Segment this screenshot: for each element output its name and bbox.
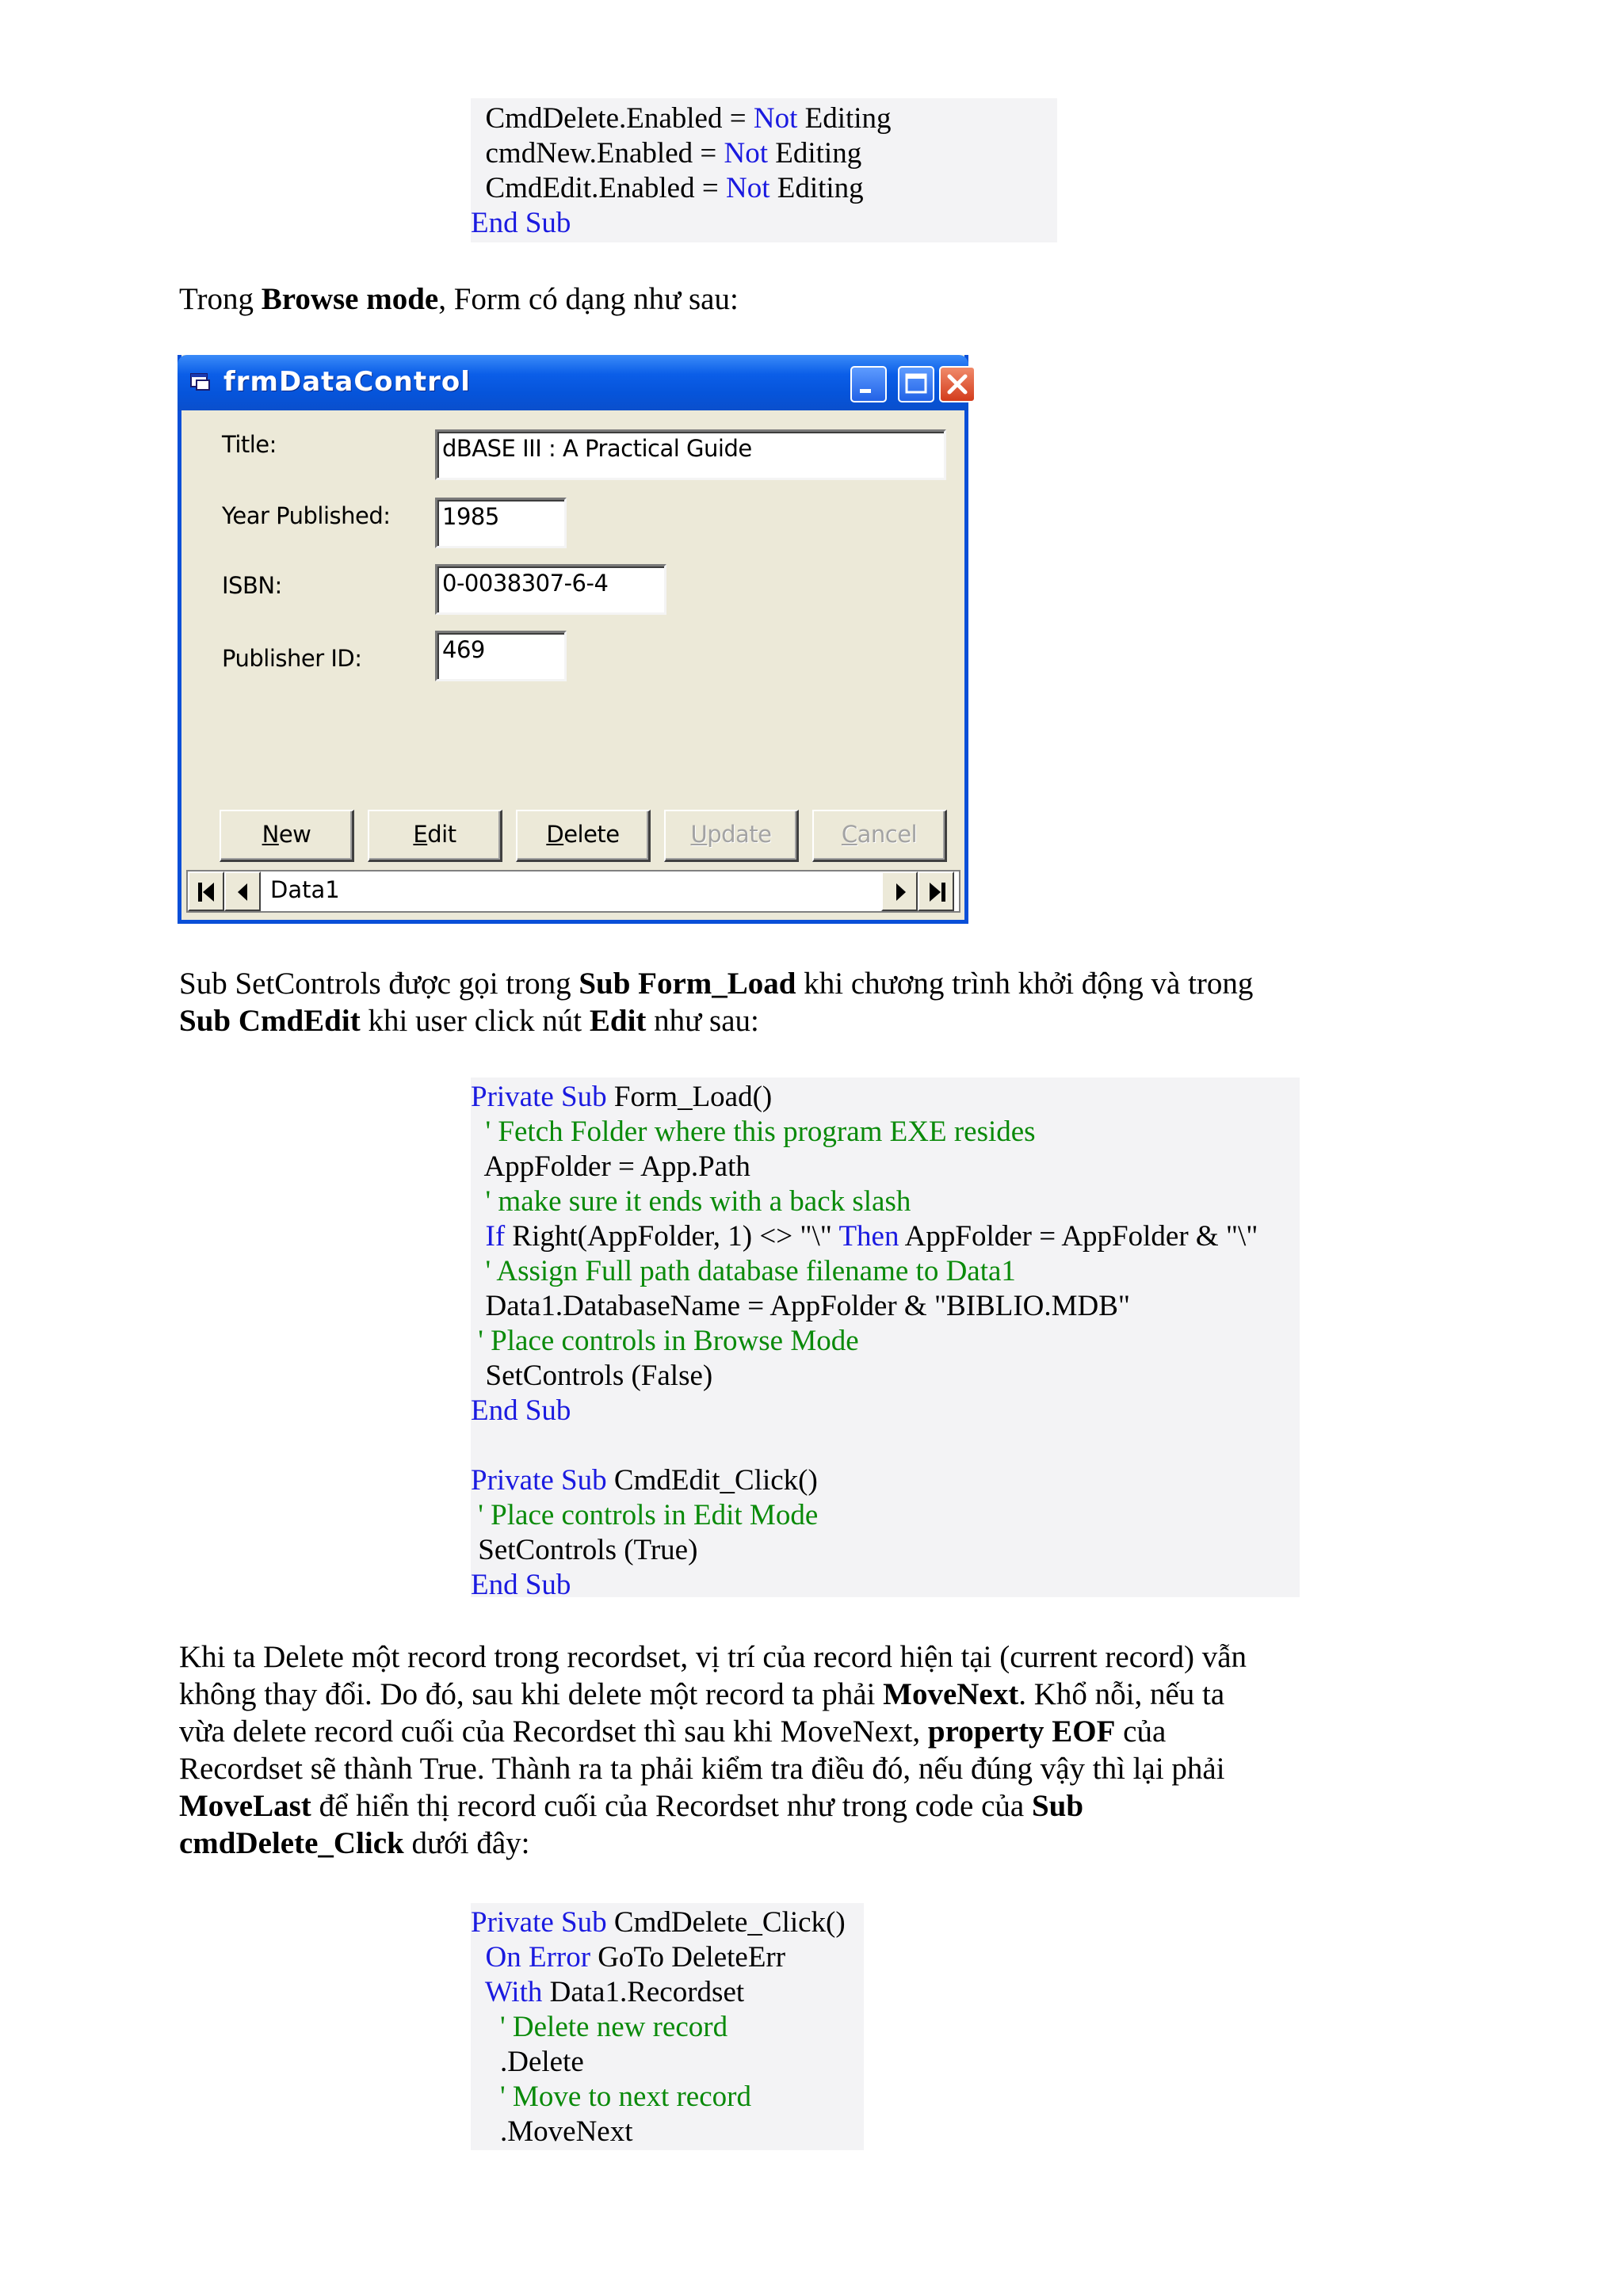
move-previous-button[interactable] <box>224 871 261 911</box>
code-line <box>471 1115 1300 1150</box>
bold-text: MoveLast <box>179 1789 311 1823</box>
form-title-bar[interactable] <box>178 355 968 410</box>
code-keyword: Private Sub <box>471 1081 607 1113</box>
close-button[interactable] <box>939 366 976 402</box>
bold-text: Browse mode <box>261 282 439 316</box>
code-block-setcontrols-end <box>471 98 1057 242</box>
code-line <box>471 1150 1300 1184</box>
text-run: vừa delete record cuối của Recordset thì sau khi MoveNext, <box>179 1714 928 1749</box>
code-line <box>471 1498 1300 1533</box>
text-run: Trong <box>179 282 262 316</box>
vb-form-window <box>178 355 968 924</box>
bold-text: Sub Form_Load <box>579 967 796 1001</box>
year-published-textbox[interactable]: 1985 <box>435 498 567 548</box>
form-title: frmDataControl <box>223 366 471 398</box>
bold-text: cmdDelete_Click <box>179 1826 404 1860</box>
code-line <box>471 1568 1300 1603</box>
code-text: CmdDelete_Click() <box>606 1906 846 1939</box>
delete-button[interactable] <box>516 810 651 862</box>
code-line <box>471 1219 1300 1254</box>
code-line <box>471 1905 864 1940</box>
code-line <box>471 1533 1300 1568</box>
code-text: Editing <box>797 102 892 135</box>
code-line <box>471 1975 864 2010</box>
publisher-id-textbox[interactable]: 469 <box>435 631 567 681</box>
move-last-button[interactable] <box>918 871 954 911</box>
code-comment: ' Place controls in Browse Mode <box>471 1325 859 1357</box>
code-line <box>471 1359 1300 1394</box>
code-text: CmdEdit_Click() <box>606 1464 818 1497</box>
code-text <box>471 1220 486 1253</box>
code-text: Form_Load() <box>606 1081 773 1113</box>
code-line <box>471 206 1057 241</box>
update-button <box>664 810 799 862</box>
new-button[interactable] <box>220 810 354 862</box>
code-text <box>471 1941 486 1974</box>
code-text: Data1.DatabaseName = AppFolder & "BIBLIO.MDB" <box>471 1290 1131 1322</box>
text-run: . Khổ nỗi, nếu ta <box>1018 1677 1225 1711</box>
button-label-rest: pdate <box>707 821 772 848</box>
paragraph-browse-mode <box>179 280 1415 318</box>
code-line <box>471 1254 1300 1289</box>
code-text: .MoveNext <box>471 2115 633 2148</box>
code-comment: ' make sure it ends with a back slash <box>471 1185 911 1218</box>
code-line <box>471 136 1057 171</box>
bold-text: property EOF <box>927 1714 1116 1749</box>
button-label-rest: ew <box>278 821 311 848</box>
title-textbox[interactable]: dBASE III : A Practical Guide <box>435 429 946 480</box>
paragraph-delete-explanation <box>179 1638 1415 1862</box>
code-comment: ' Place controls in Edit Mode <box>471 1499 819 1531</box>
code-block-cmddelete <box>471 1903 864 2150</box>
label-year-published: Year Published: <box>222 502 391 529</box>
code-line <box>471 1394 1300 1428</box>
access-key: N <box>262 821 279 848</box>
text-run: Sub SetControls được gọi trong <box>179 967 579 1001</box>
code-line <box>471 171 1057 206</box>
code-text: SetControls (True) <box>471 1534 698 1566</box>
button-label-rest: ancel <box>857 821 918 848</box>
maximize-button[interactable] <box>898 366 934 402</box>
code-line <box>471 2010 864 2045</box>
code-keyword: Not <box>724 137 769 170</box>
text-run: , Form có dạng như sau: <box>438 282 739 316</box>
data-control <box>186 870 960 913</box>
form-app-icon <box>190 372 211 391</box>
code-keyword: End Sub <box>471 1394 571 1427</box>
label-publisher-id: Publisher ID: <box>222 645 362 672</box>
text-run: Khi ta Delete một record trong recordset, vị trí của record hiện tại (current record) vẫn <box>179 1640 1247 1674</box>
code-line <box>471 1324 1300 1359</box>
button-label-rest: dit <box>427 821 456 848</box>
code-text: CmdDelete.Enabled = <box>471 102 754 135</box>
code-comment: ' Fetch Folder where this program EXE resides <box>471 1116 1036 1148</box>
text-run: như sau: <box>646 1004 759 1038</box>
code-text: Editing <box>769 172 864 204</box>
code-text: AppFolder = App.Path <box>471 1150 750 1183</box>
text-run: khi chương trình khởi động và trong <box>796 967 1254 1001</box>
data-control-caption: Data1 <box>270 876 340 903</box>
text-run: để hiển thị record cuối của Recordset như trong code của <box>311 1789 1032 1823</box>
bold-text: MoveNext <box>883 1677 1019 1711</box>
bold-text: Sub <box>1031 1789 1084 1823</box>
code-line <box>471 1080 1300 1115</box>
text-run: của <box>1115 1714 1167 1749</box>
code-text: GoTo DeleteErr <box>590 1941 786 1974</box>
code-line <box>471 1289 1300 1324</box>
access-key: E <box>413 821 428 848</box>
code-keyword: Private Sub <box>471 1906 607 1939</box>
code-line <box>471 101 1057 136</box>
code-line <box>471 2045 864 2080</box>
code-text: Data1.Recordset <box>542 1976 745 2008</box>
code-text: SetControls (False) <box>471 1360 713 1392</box>
button-label-rest: elete <box>563 821 620 848</box>
code-keyword: End Sub <box>471 207 571 239</box>
code-keyword: On Error <box>485 1941 591 1974</box>
code-line <box>471 1463 1300 1498</box>
edit-button[interactable] <box>368 810 502 862</box>
code-text: cmdNew.Enabled = <box>471 137 724 170</box>
code-text: AppFolder = AppFolder & "\" <box>899 1220 1258 1253</box>
label-isbn: ISBN: <box>222 572 282 599</box>
code-line <box>471 2115 864 2149</box>
code-block-form-load <box>471 1077 1300 1601</box>
cancel-button <box>812 810 947 862</box>
text-run: khi user click nút <box>360 1004 590 1038</box>
code-keyword: Not <box>725 172 770 204</box>
move-first-button[interactable] <box>188 871 224 911</box>
access-key: U <box>690 821 708 848</box>
code-keyword: End Sub <box>471 1569 571 1601</box>
label-title: Title: <box>222 431 277 458</box>
code-line <box>471 2080 864 2115</box>
access-key: D <box>546 821 564 848</box>
code-text: CmdEdit.Enabled = <box>471 172 726 204</box>
code-keyword: If <box>485 1220 506 1253</box>
code-keyword: With <box>484 1976 543 2008</box>
code-keyword: Not <box>753 102 798 135</box>
move-next-button[interactable] <box>881 871 918 911</box>
access-key: C <box>841 821 857 848</box>
code-text: Editing <box>768 137 862 170</box>
text-run: Recordset sẽ thành True. Thành ra ta phải kiểm tra điều đó, nếu đúng vậy thì lại phải <box>179 1752 1225 1786</box>
bold-text: Edit <box>589 1004 647 1038</box>
code-comment: ' Assign Full path database filename to Data1 <box>471 1255 1016 1287</box>
code-line <box>471 1184 1300 1219</box>
bold-text: Sub CmdEdit <box>179 1004 361 1038</box>
isbn-textbox[interactable]: 0-0038307-6-4 <box>435 564 666 615</box>
code-keyword: Then <box>838 1220 899 1253</box>
minimize-button[interactable] <box>850 366 887 402</box>
text-run: dưới đây: <box>403 1826 530 1860</box>
text-run: không thay đổi. Do đó, sau khi delete một record ta phải <box>179 1677 884 1711</box>
code-text <box>471 1976 485 2008</box>
code-text: .Delete <box>471 2046 584 2078</box>
code-comment: ' Move to next record <box>471 2081 751 2113</box>
code-text: Right(AppFolder, 1) <> "\" <box>505 1220 839 1253</box>
code-line <box>471 1428 1300 1463</box>
code-comment: ' Delete new record <box>471 2011 728 2043</box>
code-keyword: Private Sub <box>471 1464 607 1497</box>
paragraph-setcontrols <box>179 965 1415 1039</box>
code-line <box>471 1940 864 1975</box>
